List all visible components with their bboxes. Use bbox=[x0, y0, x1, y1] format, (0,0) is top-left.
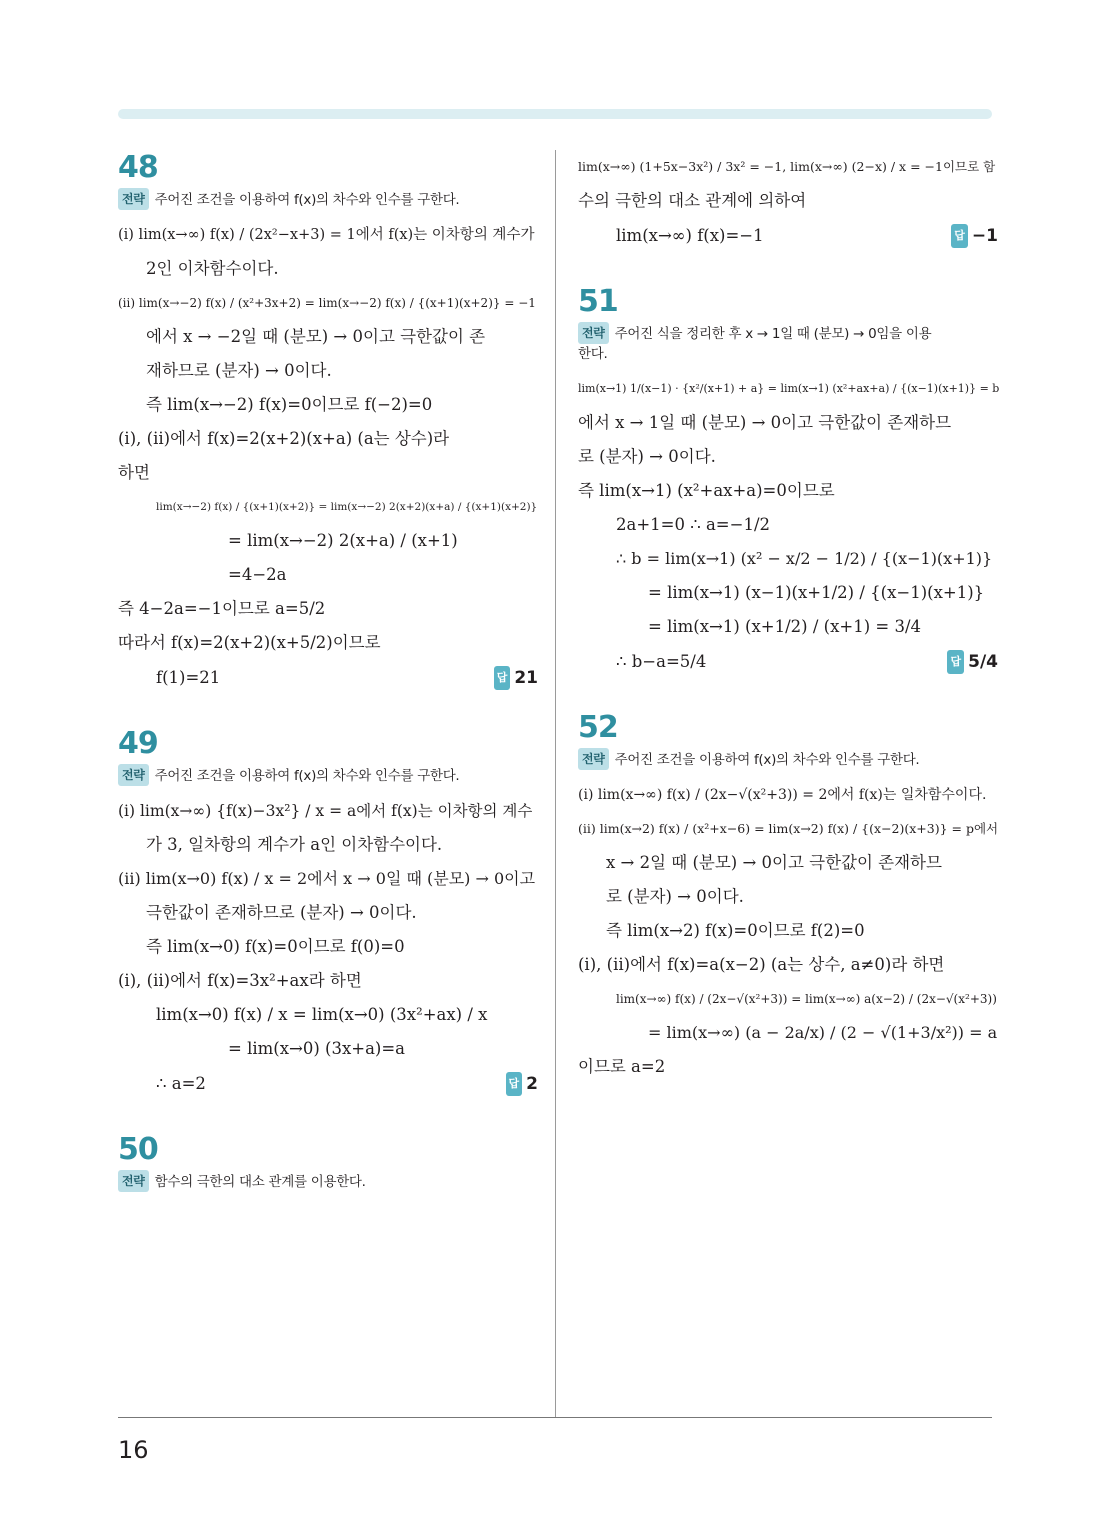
solution-line: (ⅰ) lim(x→∞) f(x) / (2x−√(x²+3)) = 2에서 f(x)는 일차함수이다. bbox=[578, 787, 987, 803]
strategy-text: 주어진 조건을 이용하여 f(x)의 차수와 인수를 구한다. bbox=[154, 768, 460, 784]
solution-line: 따라서 f(x)=2(x+2)(x+5/2)이므로 bbox=[118, 633, 381, 652]
solution-line: (ⅱ) lim(x→−2) f(x) / (x²+3x+2) = lim(x→−2) f(x) / {(x+1)(x+2)} = −1 bbox=[118, 296, 536, 310]
strategy bbox=[578, 748, 998, 770]
problem-number: 49 bbox=[118, 726, 158, 761]
answer-tag: 답 bbox=[951, 224, 968, 248]
strategy bbox=[118, 188, 538, 210]
problem-52 bbox=[578, 710, 998, 1084]
problem-number: 50 bbox=[118, 1132, 158, 1167]
right-column bbox=[578, 150, 998, 1114]
left-column bbox=[118, 150, 538, 1222]
strategy-text: 주어진 조건을 이용하여 f(x)의 차수와 인수를 구한다. bbox=[154, 192, 460, 208]
problem-number: 48 bbox=[118, 150, 158, 185]
solution-line: 극한값이 존재하므로 (분자) → 0이다. bbox=[146, 903, 417, 922]
strategy-text: 주어진 조건을 이용하여 f(x)의 차수와 인수를 구한다. bbox=[614, 752, 920, 768]
solution-line: 로 (분자) → 0이다. bbox=[606, 887, 744, 906]
solution-line: (ⅰ) lim(x→∞) {f(x)−3x²} / x = a에서 f(x)는 이차항의 계수 bbox=[118, 802, 533, 820]
answer-tag: 답 bbox=[947, 650, 964, 674]
final-expression: lim(x→∞) f(x)=−1 bbox=[616, 226, 764, 245]
solution-line: lim(x→1) 1/(x−1) · {x²/(x+1) + a} = lim(x→1) (x²+ax+a) / {(x−1)(x+1)} = b bbox=[578, 382, 1000, 395]
solution-line: = lim(x→∞) (a − 2a/x) / (2 − √(1+3/x²)) = a bbox=[648, 1023, 998, 1042]
solution-line: 재하므로 (분자) → 0이다. bbox=[146, 361, 332, 380]
final-line: 이므로 a=2 bbox=[578, 1057, 666, 1076]
answer-value: −1 bbox=[971, 226, 998, 246]
solution-line: 수의 극한의 대소 관계에 의하여 bbox=[578, 191, 807, 210]
strategy bbox=[578, 322, 998, 364]
solution-line: ∴ b = lim(x→1) (x² − x/2 − 1/2) / {(x−1)(x+1)} bbox=[616, 549, 993, 568]
footer-rule bbox=[118, 1417, 992, 1418]
solution-line: = lim(x→1) (x+1/2) / (x+1) = 3/4 bbox=[648, 617, 921, 636]
answer-value: 21 bbox=[514, 668, 538, 688]
solution-line: 하면 bbox=[118, 463, 150, 482]
solution-line: (ⅰ), (ⅱ)에서 f(x)=a(x−2) (a는 상수, a≠0)라 하면 bbox=[578, 955, 945, 974]
strategy-text: 주어진 식을 정리한 후 x → 1일 때 (분모) → 0임을 이용 bbox=[614, 326, 932, 342]
answer-badge bbox=[506, 1072, 538, 1096]
solution-line: lim(x→0) f(x) / x = lim(x→0) (3x²+ax) / x bbox=[156, 1005, 488, 1024]
answer-badge bbox=[494, 666, 538, 690]
problem-48 bbox=[118, 150, 538, 696]
final-expression: ∴ a=2 bbox=[156, 1074, 206, 1093]
page-number: 16 bbox=[118, 1436, 149, 1464]
solution-line: 가 3, 일차항의 계수가 a인 이차함수이다. bbox=[146, 835, 443, 854]
final-line bbox=[118, 660, 538, 696]
problem-50-header bbox=[118, 1132, 538, 1192]
answer-tag: 답 bbox=[494, 666, 511, 690]
strategy-tag: 전략 bbox=[578, 322, 609, 344]
strategy-text: 함수의 극한의 대소 관계를 이용한다. bbox=[154, 1174, 366, 1190]
solution-line: 에서 x → −2일 때 (분모) → 0이고 극한값이 존 bbox=[146, 327, 486, 346]
answer-value: 2 bbox=[526, 1074, 538, 1094]
solution-line: 즉 lim(x→1) (x²+ax+a)=0이므로 bbox=[578, 481, 835, 500]
solution-line: x → 2일 때 (분모) → 0이고 극한값이 존재하므 bbox=[606, 853, 942, 872]
solution-line: (ⅱ) lim(x→0) f(x) / x = 2에서 x → 0일 때 (분모) → 0이고 bbox=[118, 869, 536, 888]
solution-line: 즉 4−2a=−1이므로 a=5/2 bbox=[118, 599, 326, 618]
solution-line: lim(x→−2) f(x) / {(x+1)(x+2)} = lim(x→−2) 2(x+2)(x+a) / {(x+1)(x+2)} bbox=[156, 501, 538, 513]
solution-line: 즉 lim(x→−2) f(x)=0이므로 f(−2)=0 bbox=[146, 395, 433, 414]
column-divider bbox=[555, 150, 556, 1418]
header-band bbox=[118, 109, 992, 119]
final-line bbox=[118, 1066, 538, 1102]
solution-line: (ⅰ), (ⅱ)에서 f(x)=3x²+ax라 하면 bbox=[118, 971, 362, 990]
solution-line: 즉 lim(x→0) f(x)=0이므로 f(0)=0 bbox=[146, 937, 405, 956]
problem-number: 51 bbox=[578, 284, 618, 319]
solution-line: (ⅰ) lim(x→∞) f(x) / (2x²−x+3) = 1에서 f(x)는 이차항의 계수가 bbox=[118, 227, 535, 243]
solution-line: (ⅱ) lim(x→2) f(x) / (x²+x−6) = lim(x→2) f(x) / {(x−2)(x+3)} = p에서 bbox=[578, 821, 999, 836]
solution-line: 즉 lim(x→2) f(x)=0이므로 f(2)=0 bbox=[606, 921, 865, 940]
final-line bbox=[578, 218, 998, 254]
strategy bbox=[118, 764, 538, 786]
solution-line: 2인 이차함수이다. bbox=[146, 259, 279, 278]
strategy-tag: 전략 bbox=[118, 188, 149, 210]
solution-line: 에서 x → 1일 때 (분모) → 0이고 극한값이 존재하므 bbox=[578, 413, 952, 432]
answer-value: 5/4 bbox=[968, 652, 998, 672]
solution-line: 2a+1=0 ∴ a=−1/2 bbox=[616, 515, 771, 534]
solution-line: lim(x→∞) f(x) / (2x−√(x²+3)) = lim(x→∞) a(x−2) / (2x−√(x²+3)) bbox=[616, 992, 997, 1006]
solution-line: (ⅰ), (ⅱ)에서 f(x)=2(x+2)(x+a) (a는 상수)라 bbox=[118, 429, 450, 448]
solution-line: lim(x→∞) (1+5x−3x²) / 3x² = −1, lim(x→∞) (2−x) / x = −1이므로 함 bbox=[578, 159, 996, 174]
strategy bbox=[118, 1170, 538, 1192]
solution-line: = lim(x→0) (3x+a)=a bbox=[228, 1039, 406, 1058]
solution-line: = lim(x→−2) 2(x+a) / (x+1) bbox=[228, 531, 458, 550]
solution-line: =4−2a bbox=[228, 565, 287, 584]
final-line bbox=[578, 644, 998, 680]
problem-number: 52 bbox=[578, 710, 618, 745]
strategy-text-cont: 한다. bbox=[578, 346, 608, 362]
final-expression: ∴ b−a=5/4 bbox=[616, 652, 707, 671]
answer-badge bbox=[951, 224, 998, 248]
problem-50-solution bbox=[578, 150, 998, 254]
problem-51 bbox=[578, 284, 998, 680]
answer-badge bbox=[947, 650, 998, 674]
strategy-tag: 전략 bbox=[578, 748, 609, 770]
strategy-tag: 전략 bbox=[118, 1170, 149, 1192]
answer-tag: 답 bbox=[506, 1072, 523, 1096]
problem-49 bbox=[118, 726, 538, 1102]
solution-line: = lim(x→1) (x−1)(x+1/2) / {(x−1)(x+1)} bbox=[648, 583, 985, 602]
final-expression: f(1)=21 bbox=[156, 668, 221, 687]
strategy-tag: 전략 bbox=[118, 764, 149, 786]
solution-line: 로 (분자) → 0이다. bbox=[578, 447, 716, 466]
